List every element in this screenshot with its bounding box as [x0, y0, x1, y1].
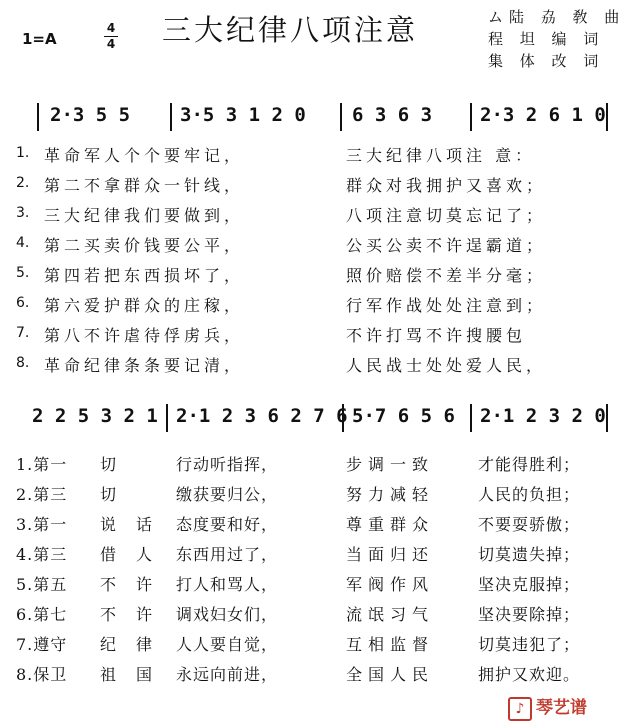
song-title: 三大纪律八项注意: [162, 13, 419, 47]
credit-adapter: 集 体 改 词: [488, 52, 605, 70]
verse-line-second-half: 八项注意切莫忘记了；: [346, 206, 547, 225]
verse2-cell-a: 7.遵守: [16, 635, 68, 654]
verse-line-first-half: 第二买卖价钱要公平，: [44, 236, 245, 255]
verse-line-second-half: 群众对我拥护又喜欢；: [346, 176, 547, 195]
verse2-cell-c: 缴获要归公，: [176, 485, 279, 504]
verse-number: 5.: [16, 265, 30, 281]
verse2-cell-d: 当面归还: [346, 545, 435, 564]
verse2-cell-e: 切莫违犯了；: [478, 635, 581, 654]
verse2-cell-c: 调戏妇女们，: [176, 605, 279, 624]
verse2-cell-e: 坚决克服掉；: [478, 575, 581, 594]
verse2-cell-c: 东西用过了，: [176, 545, 279, 564]
measure-2: 3·5 3 1 2 0: [180, 104, 306, 126]
verse-line-first-half: 第四若把东西损坏了，: [44, 266, 245, 285]
verse2-cell-a: 6.第七: [16, 605, 68, 624]
verse2-cell-c: 态度要和好，: [176, 515, 279, 534]
verse2-cell-d: 全国人民: [346, 665, 435, 684]
verse2-cell-a: 4.第三: [16, 545, 68, 564]
verse2-cell-c: 行动听指挥，: [176, 455, 279, 474]
music-note-icon: ♪: [508, 697, 532, 721]
measure-4: 2·3 2 6 1 0: [480, 104, 606, 126]
measure-1: 2·3 5 5: [50, 104, 131, 126]
verse-number: 3.: [16, 205, 30, 221]
verse-line-second-half: 三大纪律八项注 意：: [346, 146, 536, 165]
verse2-cell-b: 祖国: [100, 665, 173, 684]
verse-line-second-half: 照价赔偿不差半分毫；: [346, 266, 547, 285]
verse-number: 8.: [16, 355, 30, 371]
verse2-cell-b: 不许: [100, 575, 173, 594]
verse-line-second-half: 不许打骂不许搜腰包: [346, 326, 527, 345]
measure-8: 2·1 2 3 2 0: [480, 405, 606, 427]
verse2-cell-d: 流氓习气: [346, 605, 435, 624]
measure-7: 5·7 6 5 6: [352, 405, 455, 427]
verse-line-first-half: 第六爱护群众的庄稼，: [44, 296, 245, 315]
credit-lyricist: 程 坦 编 词: [488, 30, 605, 48]
verse2-cell-d: 军阀作风: [346, 575, 435, 594]
verse2-cell-e: 拥护又欢迎。: [478, 665, 581, 684]
verse2-cell-b: 切: [100, 455, 137, 474]
meter-bottom: 4: [106, 37, 116, 51]
verse-number: 7.: [16, 325, 30, 341]
verse2-cell-d: 互相监督: [346, 635, 435, 654]
verse2-cell-e: 不要耍骄傲；: [478, 515, 581, 534]
measure-5: 2 2 5 3 2 1: [32, 405, 158, 427]
verse2-cell-c: 永远向前进，: [176, 665, 279, 684]
verse2-cell-b: 不许: [100, 605, 173, 624]
verse2-cell-a: 8.保卫: [16, 665, 68, 684]
verse-number: 2.: [16, 175, 30, 191]
verse2-cell-d: 努力减轻: [346, 485, 435, 504]
verse-number: 6.: [16, 295, 30, 311]
measure-6: 2·1 2 3 6 2 7 6: [176, 405, 348, 427]
verse2-cell-e: 才能得胜利；: [478, 455, 581, 474]
verse2-cell-b: 借人: [100, 545, 173, 564]
verse2-cell-a: 5.第五: [16, 575, 68, 594]
verse2-cell-d: 尊重群众: [346, 515, 435, 534]
verse2-cell-e: 人民的负担；: [478, 485, 581, 504]
verse-line-first-half: 革命纪律条条要记清，: [44, 356, 245, 375]
verse-line-first-half: 第八不许虐待俘虏兵，: [44, 326, 245, 345]
logo-text: 琴艺谱: [536, 698, 587, 718]
measure-3: 6 3 6 3: [352, 104, 433, 126]
site-logo: [508, 693, 587, 721]
verse-line-first-half: 第二不拿群众一针线，: [44, 176, 245, 195]
credits: [488, 6, 625, 72]
meter-top: 4: [106, 21, 116, 35]
verse2-cell-b: 切: [100, 485, 137, 504]
verse2-cell-a: 3.第一: [16, 515, 68, 534]
verse-line-second-half: 行军作战处处注意到；: [346, 296, 547, 315]
verse2-cell-a: 1.第一: [16, 455, 68, 474]
verse-line-first-half: 三大纪律我们要做到，: [44, 206, 245, 225]
verse2-cell-c: 打人和骂人，: [176, 575, 279, 594]
key-signature: 1=A: [22, 30, 57, 48]
verse-number: 1.: [16, 145, 30, 161]
verse-line-second-half: 公买公卖不许逞霸道；: [346, 236, 547, 255]
verse2-cell-b: 说话: [100, 515, 173, 534]
verse2-cell-e: 坚决要除掉；: [478, 605, 581, 624]
credit-composer: ム陆 劦 敎 曲: [488, 8, 626, 26]
verse2-cell-e: 切莫遗失掉；: [478, 545, 581, 564]
verse2-cell-b: 纪律: [100, 635, 173, 654]
verse2-cell-d: 步调一致: [346, 455, 435, 474]
verse2-cell-c: 人人要自觉，: [176, 635, 279, 654]
time-signature: [104, 22, 118, 51]
verse-line-second-half: 人民战士处处爱人民，: [346, 356, 547, 375]
verse-line-first-half: 革命军人个个要牢记，: [44, 146, 245, 165]
verse2-cell-a: 2.第三: [16, 485, 68, 504]
verse-number: 4.: [16, 235, 30, 251]
